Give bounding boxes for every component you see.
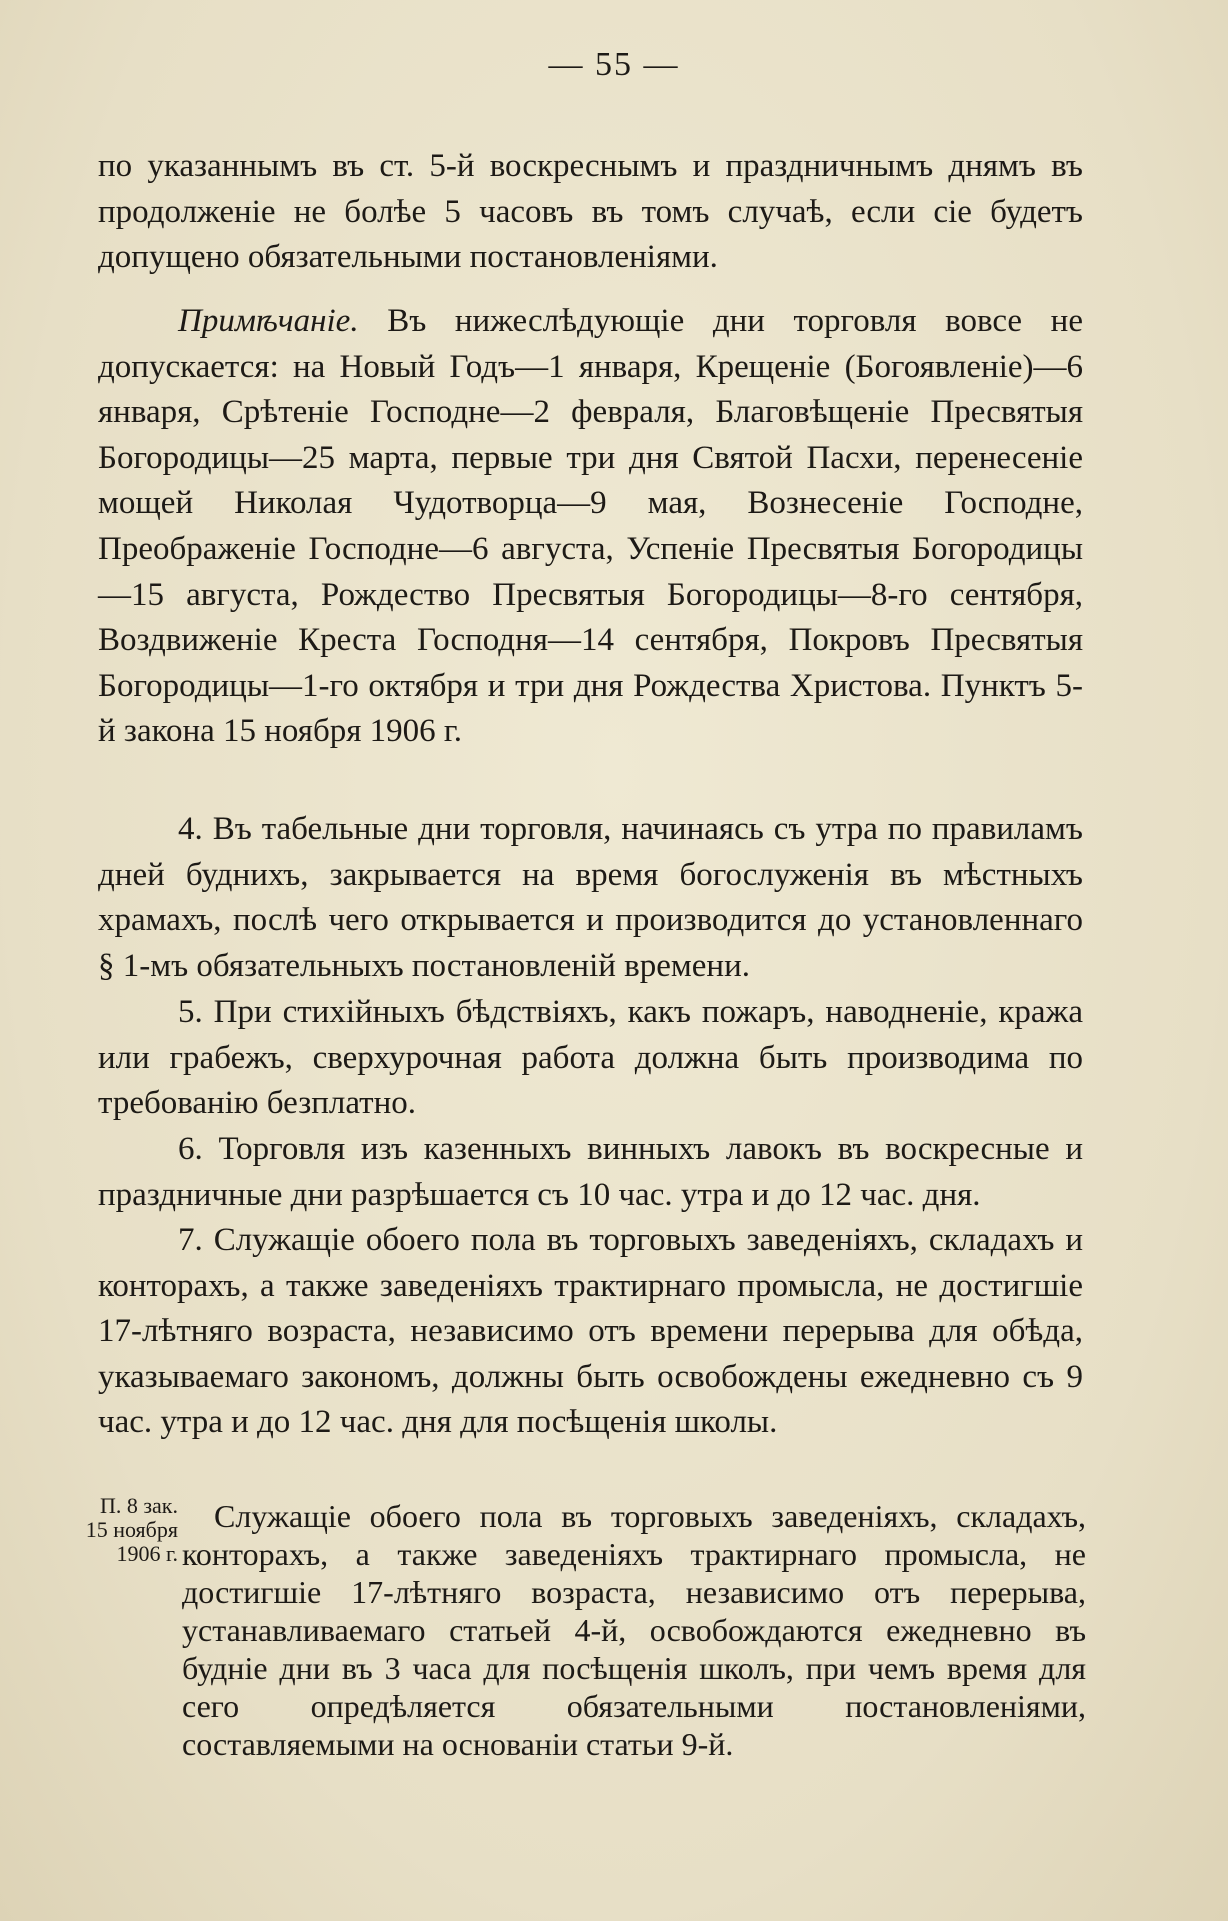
- paragraph-5: [98, 990, 1083, 1127]
- paragraph-5-text: 5. При стихійныхъ бѣдствіяхъ, какъ пожаръ, наводненіе, кража или грабежъ, сверхурочная работа должна быть производима по требованію безплатно.: [98, 994, 1083, 1122]
- page-number: — 55 —: [548, 46, 680, 83]
- paragraph-intro: [98, 144, 1083, 281]
- note-text: Въ нижеслѣдующіе дни торговля вовсе не допускается: на Новый Годъ—1 января, Крещеніе (Богоявленіе)—6 января, Срѣтеніе Господне—2 февраля, Благовѣщеніе Пресвятыя Богородицы—25 марта, первые три дня Святой Пасхи, перенесеніе мощей Николая Чудотворца—9 мая, Вознесеніе Господне, Преображеніе Господне—6 августа, Успеніе Пресвятыя Богородицы—15 августа, Рождество Пресвятыя Богородицы—8-го сентября, Воздвиженіе Креста Господня—14 сентября, Покровъ Пресвятыя Богородицы—1-го октября и три дня Рождества Христова. Пунктъ 5-й закона 15 ноября 1906 г.: [98, 303, 1083, 750]
- paragraph-6: [98, 1127, 1083, 1218]
- margin-citation: [38, 1494, 178, 1566]
- final-paragraph: [182, 1497, 1086, 1763]
- paragraph-6-text: 6. Торговля изъ казенныхъ винныхъ лавокъ въ воскресные и праздничные дни разрѣшается съ 10 час. утра и до 12 час. дня.: [98, 1131, 1083, 1213]
- paragraph-4: [98, 807, 1083, 989]
- margin-citation-line-3: 1906 г.: [116, 1541, 178, 1566]
- final-paragraph-text: Служащіе обоего пола въ торговыхъ заведеніяхъ, складахъ, конторахъ, а также заведеніяхъ трактирнаго промысла, не достигшіе 17-лѣтняго возраста, независимо отъ перерыва, устанавливаемаго статьей 4-й, освобождаются ежедневно въ будніе дни въ 3 часа для посѣщенія школъ, при чемъ время для сего опредѣляется обязательными постановленіями, составляемыми на основаніи статьи 9-й.: [182, 1498, 1086, 1762]
- note-label: Примѣчаніе.: [178, 303, 359, 339]
- paragraph-7: [98, 1218, 1083, 1446]
- paragraph-7-text: 7. Служащіе обоего пола въ торговыхъ заведеніяхъ, складахъ и конторахъ, а также заведеніяхъ трактирнаго промысла, не достигшіе 17-лѣтняго возраста, независимо отъ времени перерыва для обѣда, указываемаго закономъ, должны быть освобождены ежедневно съ 9 час. утра и до 12 час. дня для посѣщенія школы.: [98, 1222, 1083, 1441]
- margin-citation-line-2: 15 ноября: [85, 1517, 178, 1542]
- note-paragraph: [98, 299, 1083, 755]
- margin-citation-line-1: П. 8 зак.: [99, 1493, 178, 1518]
- paragraph-4-text: 4. Въ табельные дни торговля, начинаясь съ утра по правиламъ дней буднихъ, закрывается на время богослуженія въ мѣстныхъ храмахъ, послѣ чего открывается и производится до установленнаго § 1-мъ обязательныхъ постановленій времени.: [98, 811, 1083, 984]
- paragraph-intro-text: по указаннымъ въ ст. 5-й воскреснымъ и праздничнымъ днямъ въ продолженіе не болѣе 5 часовъ въ томъ случаѣ, если сіе будетъ допущено обязательными постановленіями.: [98, 148, 1083, 276]
